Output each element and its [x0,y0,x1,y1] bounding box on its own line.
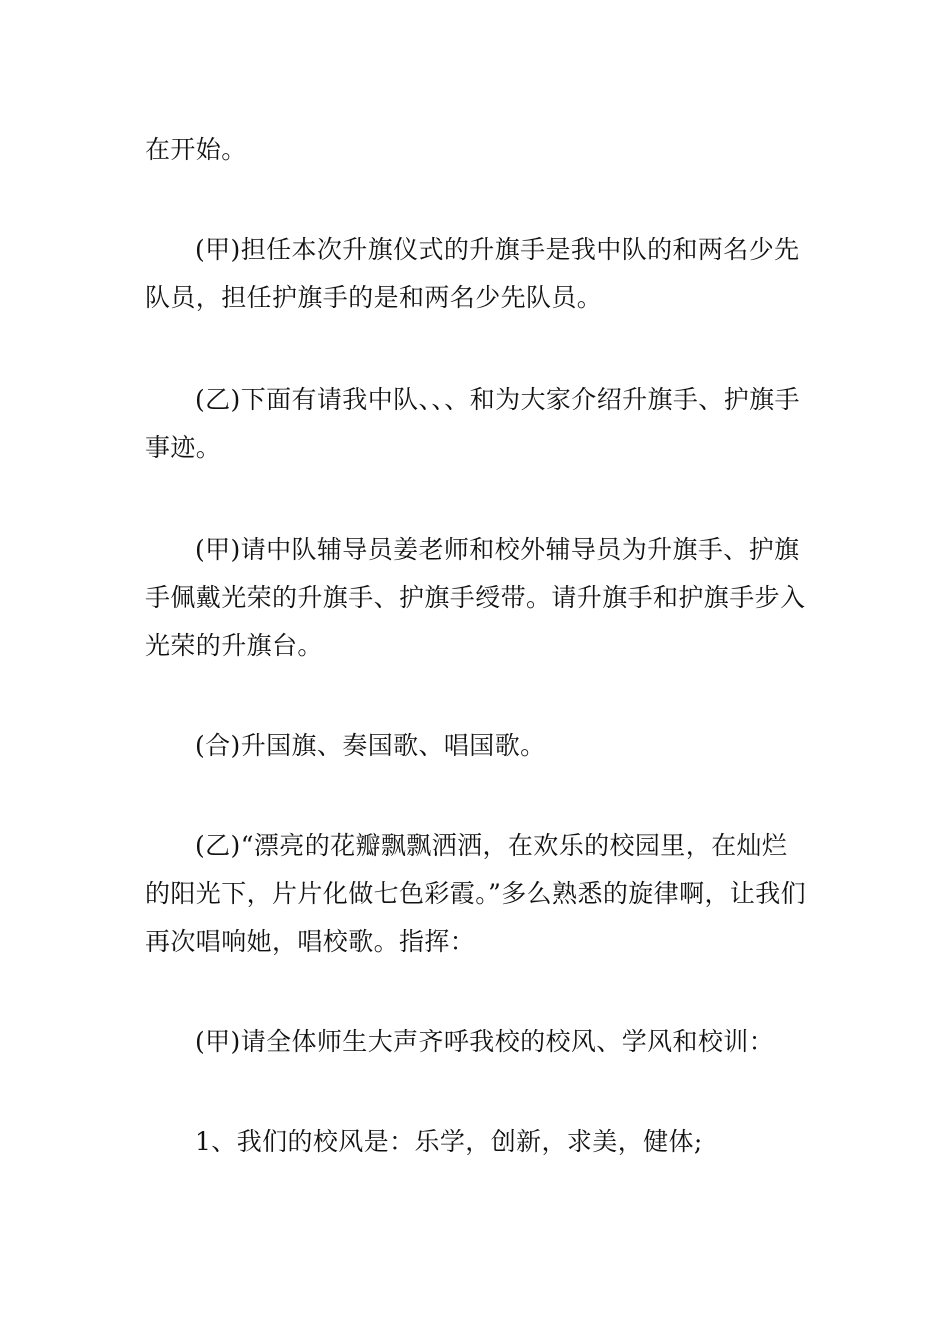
paragraph-school-song: (乙)“漂亮的花瓣飘飘洒洒，在欢乐的校园里，在灿烂的阳光下，片片化做七色彩霞。”多么熟悉的旋律啊，让我们再次唱响她，唱校歌。指挥： [145,831,807,956]
paragraph-school-spirit: 1、我们的校风是：乐学，创新，求美，健体; [195,1127,703,1156]
paragraph-introduction: (乙)下面有请我中队、、、和为大家介绍升旗手、护旗手事迹。 [145,385,800,462]
paragraph-school-motto-call: (甲)请全体师生大声齐呼我校的校风、学风和校训： [195,1027,775,1056]
paragraph-flag-raisers: (甲)担任本次升旗仪式的升旗手是我中队的和两名少先队员，担任护旗手的是和两名少先队员。 [145,235,800,312]
paragraph-sash-ceremony: (甲)请中队辅导员姜老师和校外辅导员为升旗手、护旗手佩戴光荣的升旗手、护旗手绶带。请升旗手和护旗手步入光荣的升旗台。 [145,535,806,660]
paragraph-continuation: 在开始。 [145,135,247,164]
paragraph-anthem: (合)升国旗、奏国歌、唱国歌。 [195,731,546,760]
